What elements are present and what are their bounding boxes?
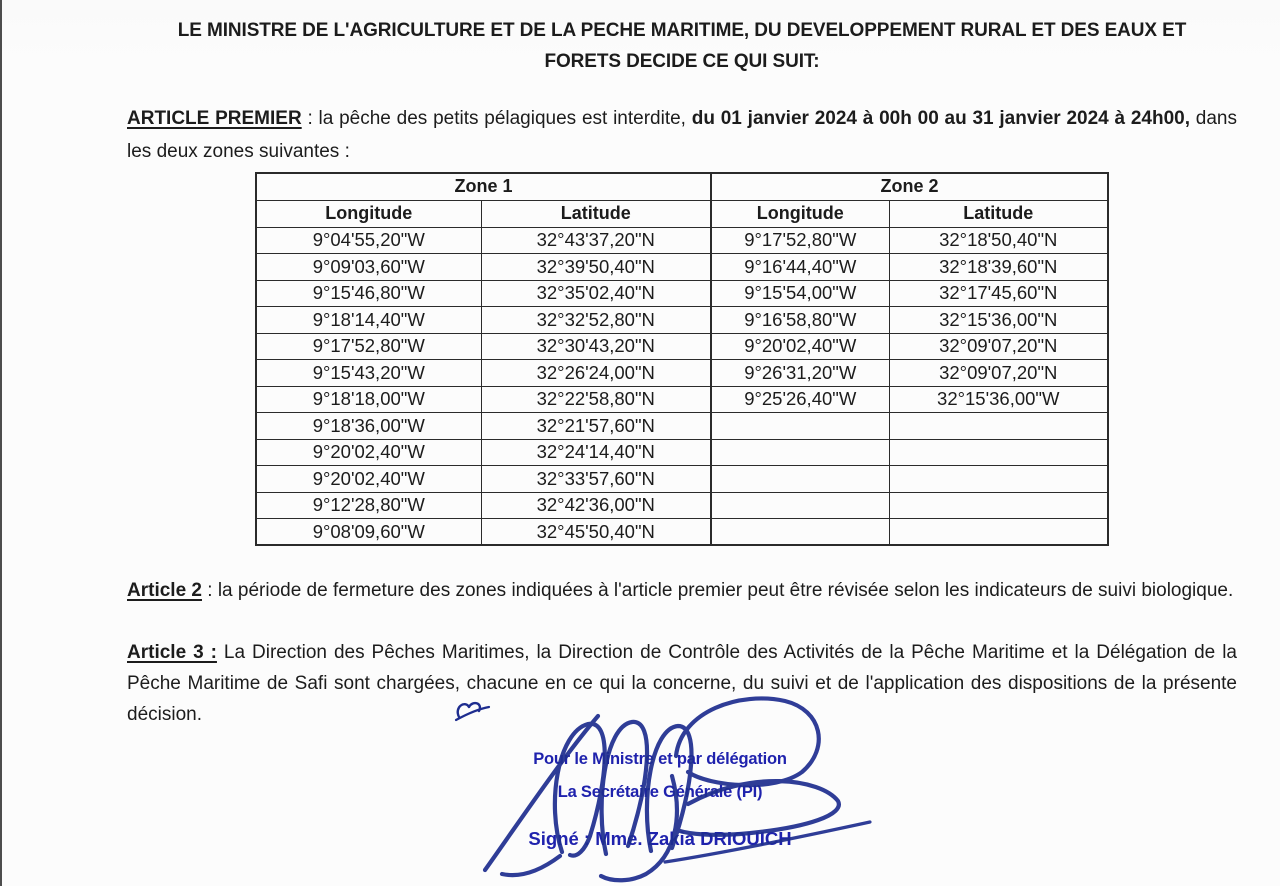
coordinate-cell: 32°24'14,40"N <box>481 439 711 466</box>
coordinate-cell: 9°16'58,80"W <box>711 307 889 334</box>
coordinate-cell: 9°16'44,40"W <box>711 254 889 281</box>
table-row <box>256 333 1108 360</box>
coordinate-cell: 9°18'18,00"W <box>256 386 481 413</box>
table-row <box>256 227 1108 254</box>
zone-header-row <box>256 173 1108 200</box>
zone1-header: Zone 1 <box>256 173 711 200</box>
coordinate-cell <box>889 492 1108 519</box>
coordinate-cell <box>889 466 1108 493</box>
column-header-row <box>256 200 1108 227</box>
coordinate-cell <box>711 413 889 440</box>
zone2-header: Zone 2 <box>711 173 1108 200</box>
coordinate-cell: 9°12'28,80"W <box>256 492 481 519</box>
coordinate-cell: 9°20'02,40"W <box>256 466 481 493</box>
article-premier-paragraph <box>127 102 1237 168</box>
article-3-text: La Direction des Pêches Maritimes, la Direction de Contrôle des Activités de la Pêche Maritime et la Délégation de la Pêche Maritime de Safi sont chargées, chacune en ce qui la concerne, du suivi et de l'application des dispositions de la présente décision. <box>127 642 1237 725</box>
article-premier-separator: : <box>301 108 319 129</box>
coordinate-cell: 9°15'54,00"W <box>711 280 889 307</box>
coordinate-cell: 9°08'09,60"W <box>256 519 481 546</box>
article-2-label: Article 2 <box>127 580 202 601</box>
coordinate-cell <box>889 439 1108 466</box>
coordinate-cell: 32°09'07,20"N <box>889 360 1108 387</box>
article-3-paragraph <box>127 637 1237 730</box>
table-row <box>256 280 1108 307</box>
coordinate-cell: 32°42'36,00"N <box>481 492 711 519</box>
coordinate-cell: 32°30'43,20"N <box>481 333 711 360</box>
zone2-latitude-header: Latitude <box>889 200 1108 227</box>
coordinate-cell: 9°15'43,20"W <box>256 360 481 387</box>
article-premier-text-end: dans les deux zones suivantes : <box>127 108 1237 162</box>
zone1-latitude-header: Latitude <box>481 200 711 227</box>
table-row <box>256 413 1108 440</box>
coordinate-cell: 32°18'50,40"N <box>889 227 1108 254</box>
table-row <box>256 254 1108 281</box>
coordinate-cell: 9°17'52,80"W <box>711 227 889 254</box>
table-row <box>256 492 1108 519</box>
coordinate-cell: 32°18'39,60"N <box>889 254 1108 281</box>
article-2-separator: : <box>201 580 218 601</box>
title-line-2: FORETS DECIDE CE QUI SUIT: <box>544 51 820 72</box>
title-line-1: LE MINISTRE DE L'AGRICULTURE ET DE LA PECHE MARITIME, DU DEVELOPPEMENT RURAL ET DES EAUX ET <box>177 20 1187 41</box>
coordinate-cell: 32°35'02,40"N <box>481 280 711 307</box>
coordinate-cell: 9°18'36,00"W <box>256 413 481 440</box>
table-row <box>256 307 1108 334</box>
coordinate-cell: 32°09'07,20"N <box>889 333 1108 360</box>
coordinate-cell: 9°17'52,80"W <box>256 333 481 360</box>
article-premier-text: la pêche des petits pélagiques est interdite, <box>318 108 692 129</box>
signature-name-line: Signé : Mme. Zakia DRIOUICH <box>528 828 792 849</box>
table-row <box>256 386 1108 413</box>
coordinate-cell: 32°22'58,80"N <box>481 386 711 413</box>
table-row <box>256 439 1108 466</box>
coordinate-cell: 32°15'36,00"W <box>889 386 1108 413</box>
coordinate-cell: 9°15'46,80"W <box>256 280 481 307</box>
coordinate-cell: 32°33'57,60"N <box>481 466 711 493</box>
coordinate-cell <box>711 439 889 466</box>
coordinate-cell <box>889 519 1108 546</box>
coordinate-cell: 9°26'31,20"W <box>711 360 889 387</box>
coordinate-cell: 9°20'02,40"W <box>256 439 481 466</box>
coordinate-cell <box>711 466 889 493</box>
article-premier-dates: du 01 janvier 2024 à 00h 00 au 31 janvier 2024 à 24h00, <box>691 108 1191 129</box>
coordinate-cell <box>889 413 1108 440</box>
coordinate-cell: 9°25'26,40"W <box>711 386 889 413</box>
article-premier-label: ARTICLE PREMIER <box>127 108 302 129</box>
coordinate-cell: 9°18'14,40"W <box>256 307 481 334</box>
coordinate-cell: 32°32'52,80"N <box>481 307 711 334</box>
scan-edge-line <box>0 0 2 886</box>
zone2-longitude-header: Longitude <box>711 200 889 227</box>
article-2-text: la période de fermeture des zones indiquées à l'article premier peut être révisée selon les indicateurs de suivi biologique. <box>217 580 1234 601</box>
coordinate-cell: 32°39'50,40"N <box>481 254 711 281</box>
article-2-paragraph <box>127 575 1237 607</box>
coordinate-cell: 32°15'36,00"N <box>889 307 1108 334</box>
zone1-longitude-header: Longitude <box>256 200 481 227</box>
article-3-label: Article 3 : <box>127 642 217 663</box>
table-row <box>256 360 1108 387</box>
coordinate-cell: 32°43'37,20"N <box>481 227 711 254</box>
coordinate-cell <box>711 519 889 546</box>
coords-tbody <box>256 227 1108 545</box>
signature-delegation-line: Pour le Ministre et par délégation <box>533 750 787 768</box>
coordinate-cell: 32°21'57,60"N <box>481 413 711 440</box>
document-title <box>127 15 1237 77</box>
coordinates-table <box>255 172 1109 546</box>
coordinate-cell: 9°20'02,40"W <box>711 333 889 360</box>
signature-role-line: La Secrétaire Générale (PI) <box>557 783 763 801</box>
coordinate-cell: 9°09'03,60"W <box>256 254 481 281</box>
table-row <box>256 519 1108 546</box>
coordinate-cell: 32°26'24,00"N <box>481 360 711 387</box>
coordinate-cell <box>711 492 889 519</box>
coordinate-cell: 32°17'45,60"N <box>889 280 1108 307</box>
coordinate-cell: 32°45'50,40"N <box>481 519 711 546</box>
table-row <box>256 466 1108 493</box>
coordinate-cell: 9°04'55,20"W <box>256 227 481 254</box>
